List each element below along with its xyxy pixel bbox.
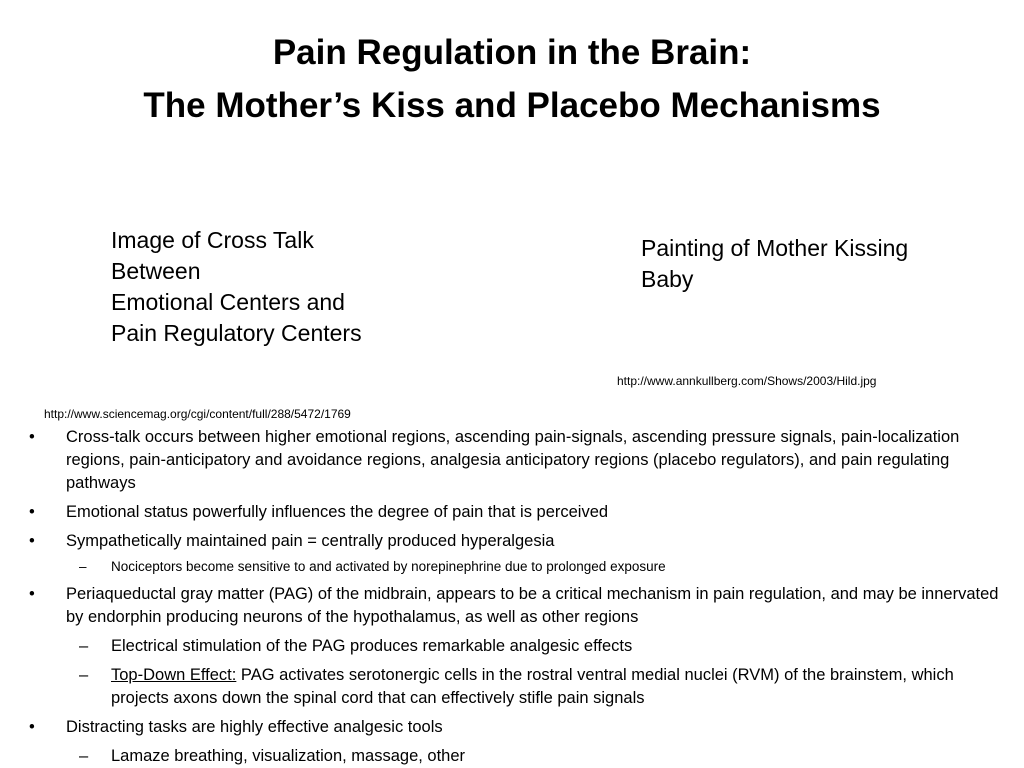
caption-line: Emotional Centers and (111, 289, 345, 315)
bullet-marker: • (29, 585, 35, 603)
bullet-text: Periaqueductal gray matter (PAG) of the midbrain, appears to be a critical mechanism in pain regulation, and may be innervated by endorphin producing neurons of the hypothalamus, as well as other regions (66, 585, 999, 626)
sub-bullet-marker: – (79, 666, 89, 684)
sub-bullet-text: PAG activates serotonergic cells in the rostral ventral medial nuclei (RVM) of the brainstem, which projects axons down the spinal cord that can effectively stifle pain signals (111, 666, 954, 707)
caption-line: Baby (641, 266, 694, 292)
bullet-item (29, 426, 1011, 495)
top-down-effect-label: Top-Down Effect: (111, 666, 237, 684)
bullet-item (29, 583, 1011, 629)
bullet-text: Distracting tasks are highly effective analgesic tools (66, 718, 443, 736)
bullet-item (29, 716, 1011, 739)
caption-line: Painting of Mother Kissing (641, 235, 909, 261)
sub-bullet-item (79, 745, 1011, 768)
sub-bullet-item (79, 664, 1011, 710)
bullet-marker: • (29, 532, 35, 550)
bullet-marker: • (29, 503, 35, 521)
sub-bullet-marker: – (79, 747, 89, 765)
slide-title-line-1: Pain Regulation in the Brain: (272, 33, 752, 72)
source-url-sciencemag[interactable]: http://www.sciencemag.org/cgi/content/full/288/5472/1769 (44, 407, 351, 421)
bullet-marker: • (29, 428, 35, 446)
bullet-item (29, 530, 1011, 553)
bullet-text: Sympathetically maintained pain = centrally produced hyperalgesia (66, 532, 555, 550)
sub-bullet-marker: – (79, 637, 89, 655)
sub-bullet-text: Electrical stimulation of the PAG produces remarkable analgesic effects (111, 637, 633, 655)
sub-bullet-item (79, 557, 1011, 577)
bullet-marker: • (29, 718, 35, 736)
bullet-text: Cross-talk occurs between higher emotional regions, ascending pain-signals, ascending pressure signals, pain-localization regions, pain-anticipatory and avoidance regions, analgesia anticipatory regions (placebo regulators), and pain regulating pathways (66, 428, 960, 492)
sub-bullet-marker: – (79, 559, 87, 574)
caption-line: Between (111, 258, 201, 284)
caption-line: Image of Cross Talk (111, 227, 314, 253)
caption-line: Pain Regulatory Centers (111, 320, 362, 346)
sub-bullet-text: Lamaze breathing, visualization, massage, other (111, 747, 466, 765)
sub-bullet-item (79, 635, 1011, 658)
bullet-item (29, 501, 1011, 524)
source-url-painting[interactable]: http://www.annkullberg.com/Shows/2003/Hild.jpg (617, 374, 877, 388)
bullet-text: Emotional status powerfully influences the degree of pain that is perceived (66, 503, 609, 521)
slide-title-line-2: The Mother’s Kiss and Placebo Mechanisms (143, 86, 881, 125)
sub-bullet-text: Nociceptors become sensitive to and activated by norepinephrine due to prolonged exposure (111, 559, 666, 574)
